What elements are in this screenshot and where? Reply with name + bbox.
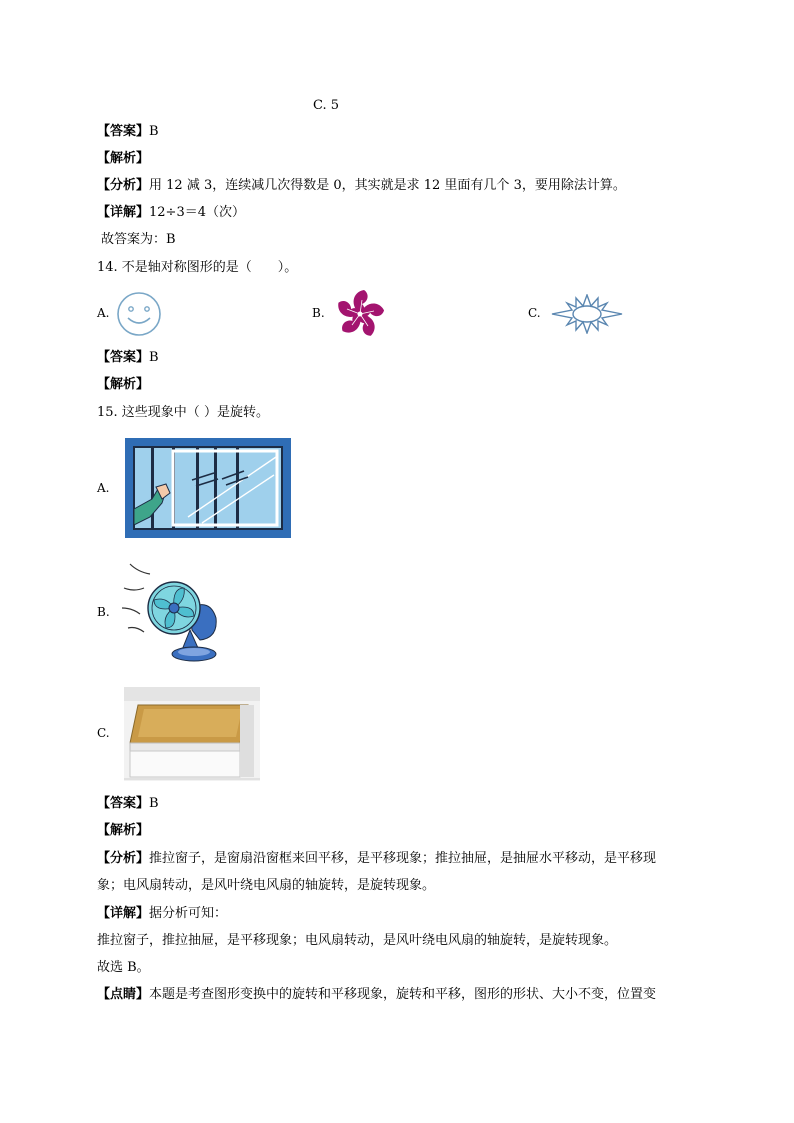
detail-tag: 【详解】 (97, 906, 150, 921)
smiley-face-icon (115, 290, 163, 338)
analysis-text: 用 12 减 3，连续减几次得数是 0，其实就是求 12 里面有几个 3，要用除法计算。 (149, 178, 626, 193)
option-a-label-15: A. (97, 481, 110, 495)
sliding-window-image (124, 437, 292, 539)
comment-tag: 【点睛】 (97, 987, 150, 1002)
analysis-heading-14: 【解析】 (97, 377, 150, 392)
detail-row (97, 205, 245, 221)
answer-row-14 (97, 350, 159, 366)
answer-value: B (149, 350, 159, 365)
sun-icon (550, 294, 624, 334)
analysis-tag: 【分析】 (97, 178, 150, 193)
analysis-heading: 【解析】 (97, 151, 150, 166)
answer-row-15 (97, 796, 159, 812)
conclusion: 故答案为：B (101, 232, 176, 247)
analysis-text: 推拉窗子，是窗扇沿窗框来回平移，是平移现象；推拉抽屉，是抽屉水平移动，是平移现 (149, 851, 657, 866)
detail-text: 据分析可知： (149, 906, 228, 921)
pull-out-drawer-image (124, 687, 260, 781)
comment-row (97, 987, 656, 1003)
option-c-label-15: C. (97, 726, 110, 740)
electric-fan-image (120, 558, 224, 666)
question-15-stem: 15. 这些现象中（ ）是旋转。 (97, 405, 269, 420)
answer-tag: 【答案】 (97, 350, 150, 365)
option-b-label: B. (312, 306, 325, 320)
answer-tag: 【答案】 (97, 124, 150, 139)
analysis-tag: 【分析】 (97, 851, 150, 866)
bauhinia-flower-icon (333, 287, 387, 341)
comment-text: 本题是考查图形变换中的旋转和平移现象，旋转和平移，图形的形状、大小不变，位置变 (149, 987, 657, 1002)
option-c: C. 5 (313, 98, 340, 113)
detail-text-cont: 推拉窗子，推拉抽屉，是平移现象；电风扇转动，是风叶绕电风扇的轴旋转，是旋转现象。 (97, 933, 618, 948)
detail-text: 12÷3＝4（次） (149, 205, 245, 220)
analysis-row-15 (97, 851, 656, 867)
option-c-label: C. (528, 306, 541, 320)
analysis-row (97, 178, 626, 194)
analysis-heading-15: 【解析】 (97, 823, 150, 838)
detail-row-15 (97, 906, 227, 922)
question-14-stem: 14. 不是轴对称图形的是（ ）。 (97, 260, 298, 275)
answer-tag: 【答案】 (97, 796, 150, 811)
answer-row (97, 124, 159, 140)
answer-value: B (149, 124, 159, 139)
conclusion-15: 故选 B。 (97, 960, 150, 975)
answer-value: B (149, 796, 159, 811)
analysis-text-cont: 象；电风扇转动，是风叶绕电风扇的轴旋转，是旋转现象。 (97, 878, 436, 893)
option-a-label: A. (97, 306, 110, 320)
detail-tag: 【详解】 (97, 205, 150, 220)
option-b-label-15: B. (97, 605, 110, 619)
